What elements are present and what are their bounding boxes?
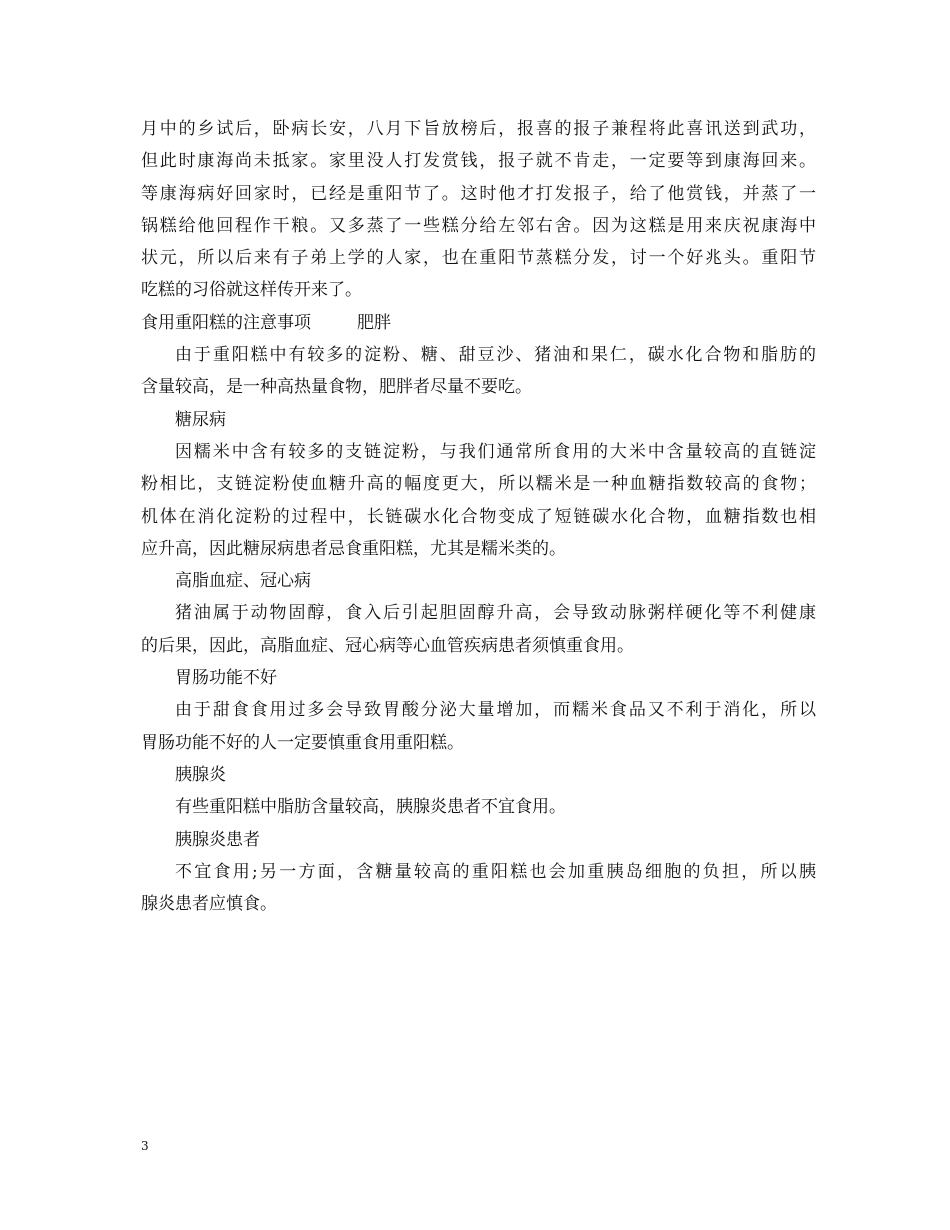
story-line: 等康海病好回家时，已经是重阳节了。这时他才打发报子，给了他赏钱，并蒸了一 <box>141 183 816 204</box>
paragraph-line: 的后果，因此，高脂血症、冠心病等心血管疾病患者须慎重食用。 <box>141 635 634 656</box>
subheading-hyperlipidemia: 高脂血症、冠心病 <box>175 571 311 592</box>
page-number: 3 <box>141 1139 149 1153</box>
paragraph-line: 含量较高，是一种高热量食物，肥胖者尽量不要吃。 <box>141 377 532 398</box>
story-line: 但此时康海尚未抵家。家里没人打发赏钱，报子就不肯走，一定要等到康海回来。 <box>141 151 816 172</box>
document-body <box>141 113 816 920</box>
obesity-heading: 肥胖 <box>357 312 391 333</box>
paragraph-line: 胃肠功能不好的人一定要慎重食用重阳糕。 <box>141 732 464 753</box>
paragraph-line: 机体在消化淀粉的过程中，长链碳水化合物变成了短链碳水化合物，血糖指数也相 <box>141 506 816 527</box>
subheading-pancreatitis-patients: 胰腺炎患者 <box>175 829 260 850</box>
story-line: 月中的乡试后，卧病长安，八月下旨放榜后，报喜的报子兼程将此喜讯送到武功， <box>141 119 816 139</box>
paragraph-line: 不宜食用;另一方面，含糖量较高的重阳糕也会加重胰岛细胞的负担，所以胰 <box>175 861 816 882</box>
story-line: 吃糕的习俗就这样传开来了。 <box>141 280 362 301</box>
paragraph-line: 由于甜食食用过多会导致胃酸分泌大量增加，而糯米食品又不利于消化，所以 <box>175 700 816 721</box>
paragraph-line: 腺炎患者应慎食。 <box>141 894 277 915</box>
paragraph-line: 应升高，因此糖尿病患者忌食重阳糕，尤其是糯米类的。 <box>141 538 566 559</box>
subheading-pancreatitis: 胰腺炎 <box>175 764 226 785</box>
story-line: 锅糕给他回程作干粮。又多蒸了一些糕分给左邻右舍。因为这糕是用来庆祝康海中 <box>141 215 816 236</box>
paragraph-line: 有些重阳糕中脂肪含量较高，胰腺炎患者不宜食用。 <box>175 797 566 818</box>
section-heading: 食用重阳糕的注意事项 <box>141 312 311 333</box>
paragraph-line: 粉相比，支链淀粉使血糖升高的幅度更大，所以糯米是一种血糖指数较高的食物； <box>141 474 816 495</box>
subheading-stomach: 胃肠功能不好 <box>175 668 277 689</box>
subheading-diabetes: 糖尿病 <box>175 409 226 430</box>
paragraph-line: 猪油属于动物固醇，食入后引起胆固醇升高，会导致动脉粥样硬化等不利健康 <box>175 603 816 624</box>
paragraph-line: 因糯米中含有较多的支链淀粉，与我们通常所食用的大米中含量较高的直链淀 <box>175 441 816 462</box>
story-line: 状元，所以后来有子弟上学的人家，也在重阳节蒸糕分发，讨一个好兆头。重阳节 <box>141 248 816 269</box>
paragraph-line: 由于重阳糕中有较多的淀粉、糖、甜豆沙、猪油和果仁，碳水化合物和脂肪的 <box>175 345 816 366</box>
section-heading-line <box>141 307 816 339</box>
